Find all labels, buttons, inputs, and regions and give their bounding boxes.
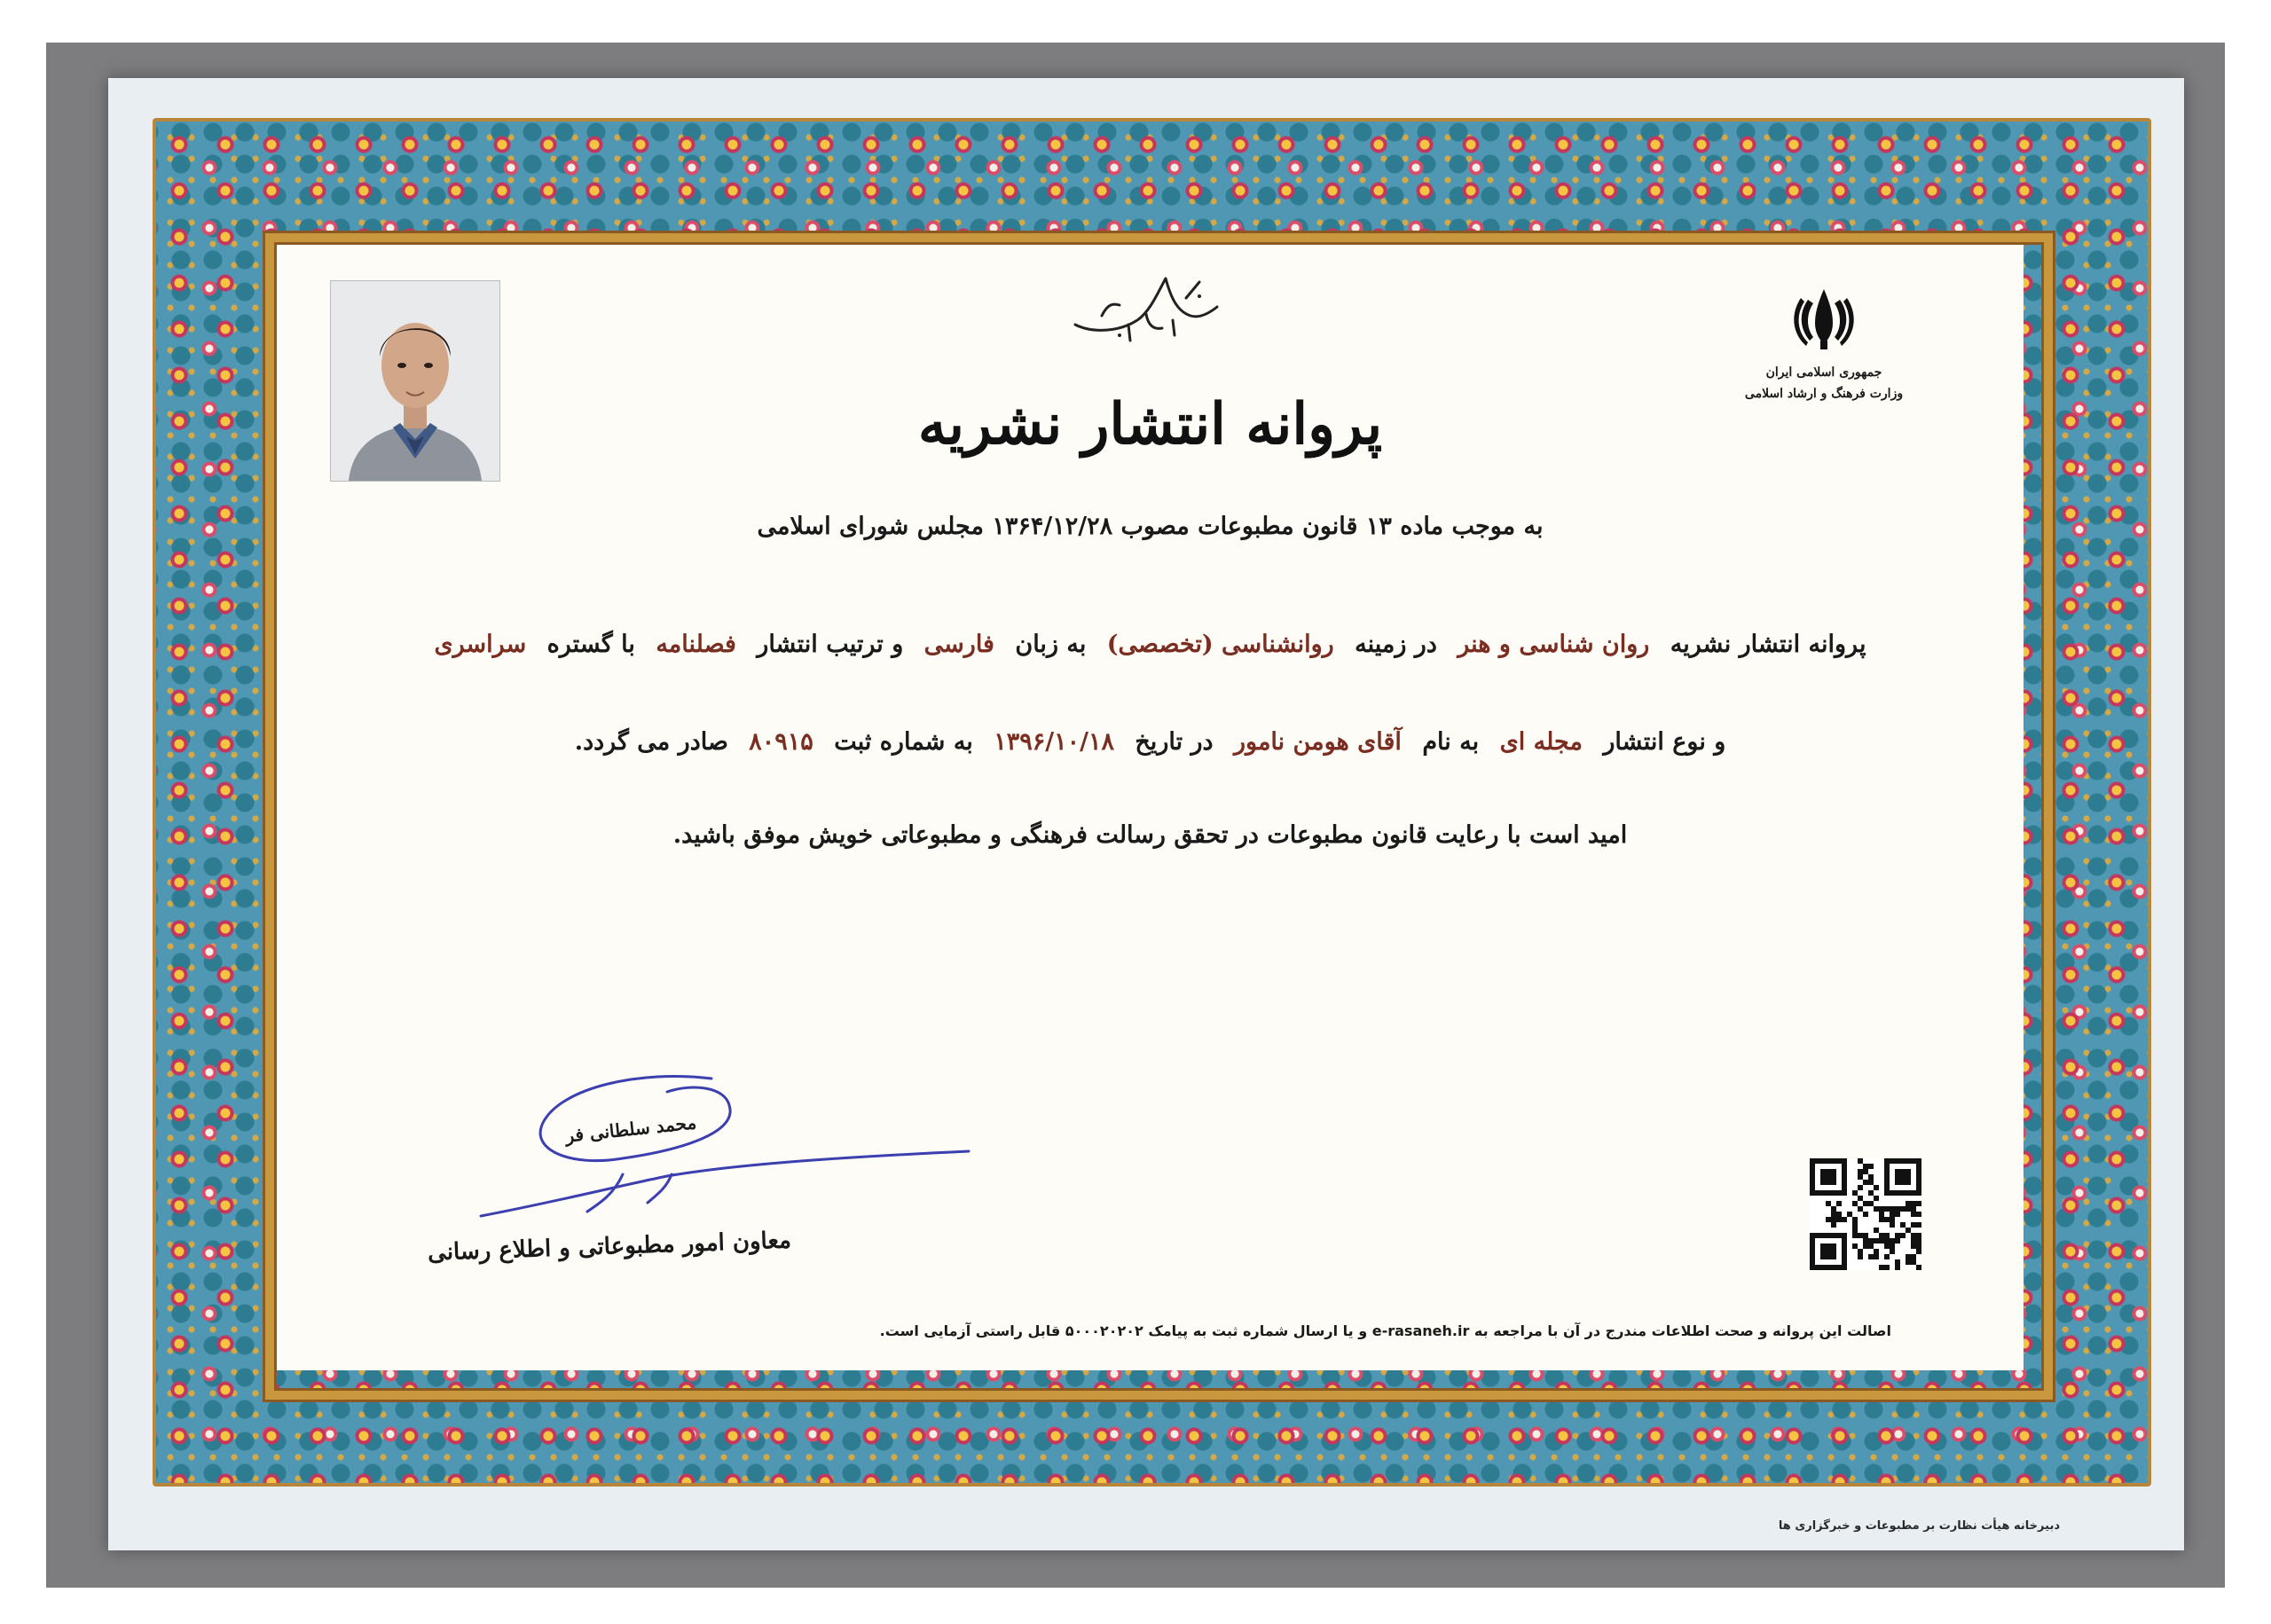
scope-label: با گستره [546, 631, 635, 658]
bismillah-calligraphy [1066, 271, 1226, 351]
field-label: در زمینه [1355, 631, 1437, 658]
number-label: به شماره ثبت [834, 728, 973, 756]
signer-name: محمد سلطانی فر [564, 1111, 698, 1147]
closing-wish-line: امید است با رعایت قانون مطبوعات در تحقق رسالت فرهنگی و مطبوعاتی خویش موفق باشید. [672, 821, 1628, 849]
secretariat-label: دبیرخانه هیأت نظارت بر مطبوعات و خبرگزاری ها [1778, 1519, 2060, 1533]
date-value: ۱۳۹۶/۱۰/۱۸ [994, 728, 1114, 756]
language-label: به زبان [1015, 631, 1087, 658]
publication-details-line [277, 631, 2023, 658]
owner-value: آقای هومن نامور [1233, 728, 1402, 756]
registration-number: ۸۰۹۱۵ [749, 728, 813, 756]
iran-emblem-icon [1788, 282, 1859, 353]
certificate-body [277, 245, 2023, 1370]
license-prefix: پروانه انتشار نشریه [1670, 631, 1866, 658]
type-label: و نوع انتشار [1603, 728, 1726, 756]
field-value: روانشناسی (تخصصی) [1106, 631, 1334, 658]
signer-title: معاون امور مطبوعاتی و اطلاع رسانی [427, 1227, 792, 1267]
scan-background [46, 43, 2225, 1588]
ministry-emblem-block [1731, 282, 1917, 404]
publication-name: روان شناسی و هنر [1458, 631, 1650, 658]
registration-details-line [277, 728, 2023, 756]
scope-value: سراسری [434, 631, 527, 658]
type-value: مجله ای [1499, 728, 1583, 756]
date-label: در تاریخ [1135, 728, 1214, 756]
verification-qr-code [1810, 1158, 1921, 1270]
language-value: فارسی [923, 631, 994, 658]
frequency-value: فصلنامه [656, 631, 736, 658]
certificate-paper [108, 78, 2184, 1550]
certificate-title: پروانه انتشار نشریه [917, 391, 1383, 458]
emblem-line-2: وزارت فرهنگ و ارشاد اسلامی [1744, 387, 1904, 401]
legal-basis-line: به موجب ماده ۱۳ قانون مطبوعات مصوب ۱۳۶۴/۱۲/۲۸ مجلس شورای اسلامی [757, 513, 1544, 540]
frequency-label: و ترتیب انتشار [757, 631, 904, 658]
owner-label: به نام [1422, 728, 1480, 756]
issued-suffix: صادر می گردد. [574, 728, 728, 756]
verification-note: اصالت این پروانه و صحت اطلاعات مندرج در آن با مراجعه به e-rasaneh.ir و یا ارسال شماره ثبت به پیامک ۵۰۰۰۲۰۲۰۲ قابل راستی آزمایی است. [879, 1322, 1891, 1339]
handwritten-signature [445, 1070, 1049, 1229]
emblem-line-1: جمهوری اسلامی ایران [1765, 365, 1882, 380]
